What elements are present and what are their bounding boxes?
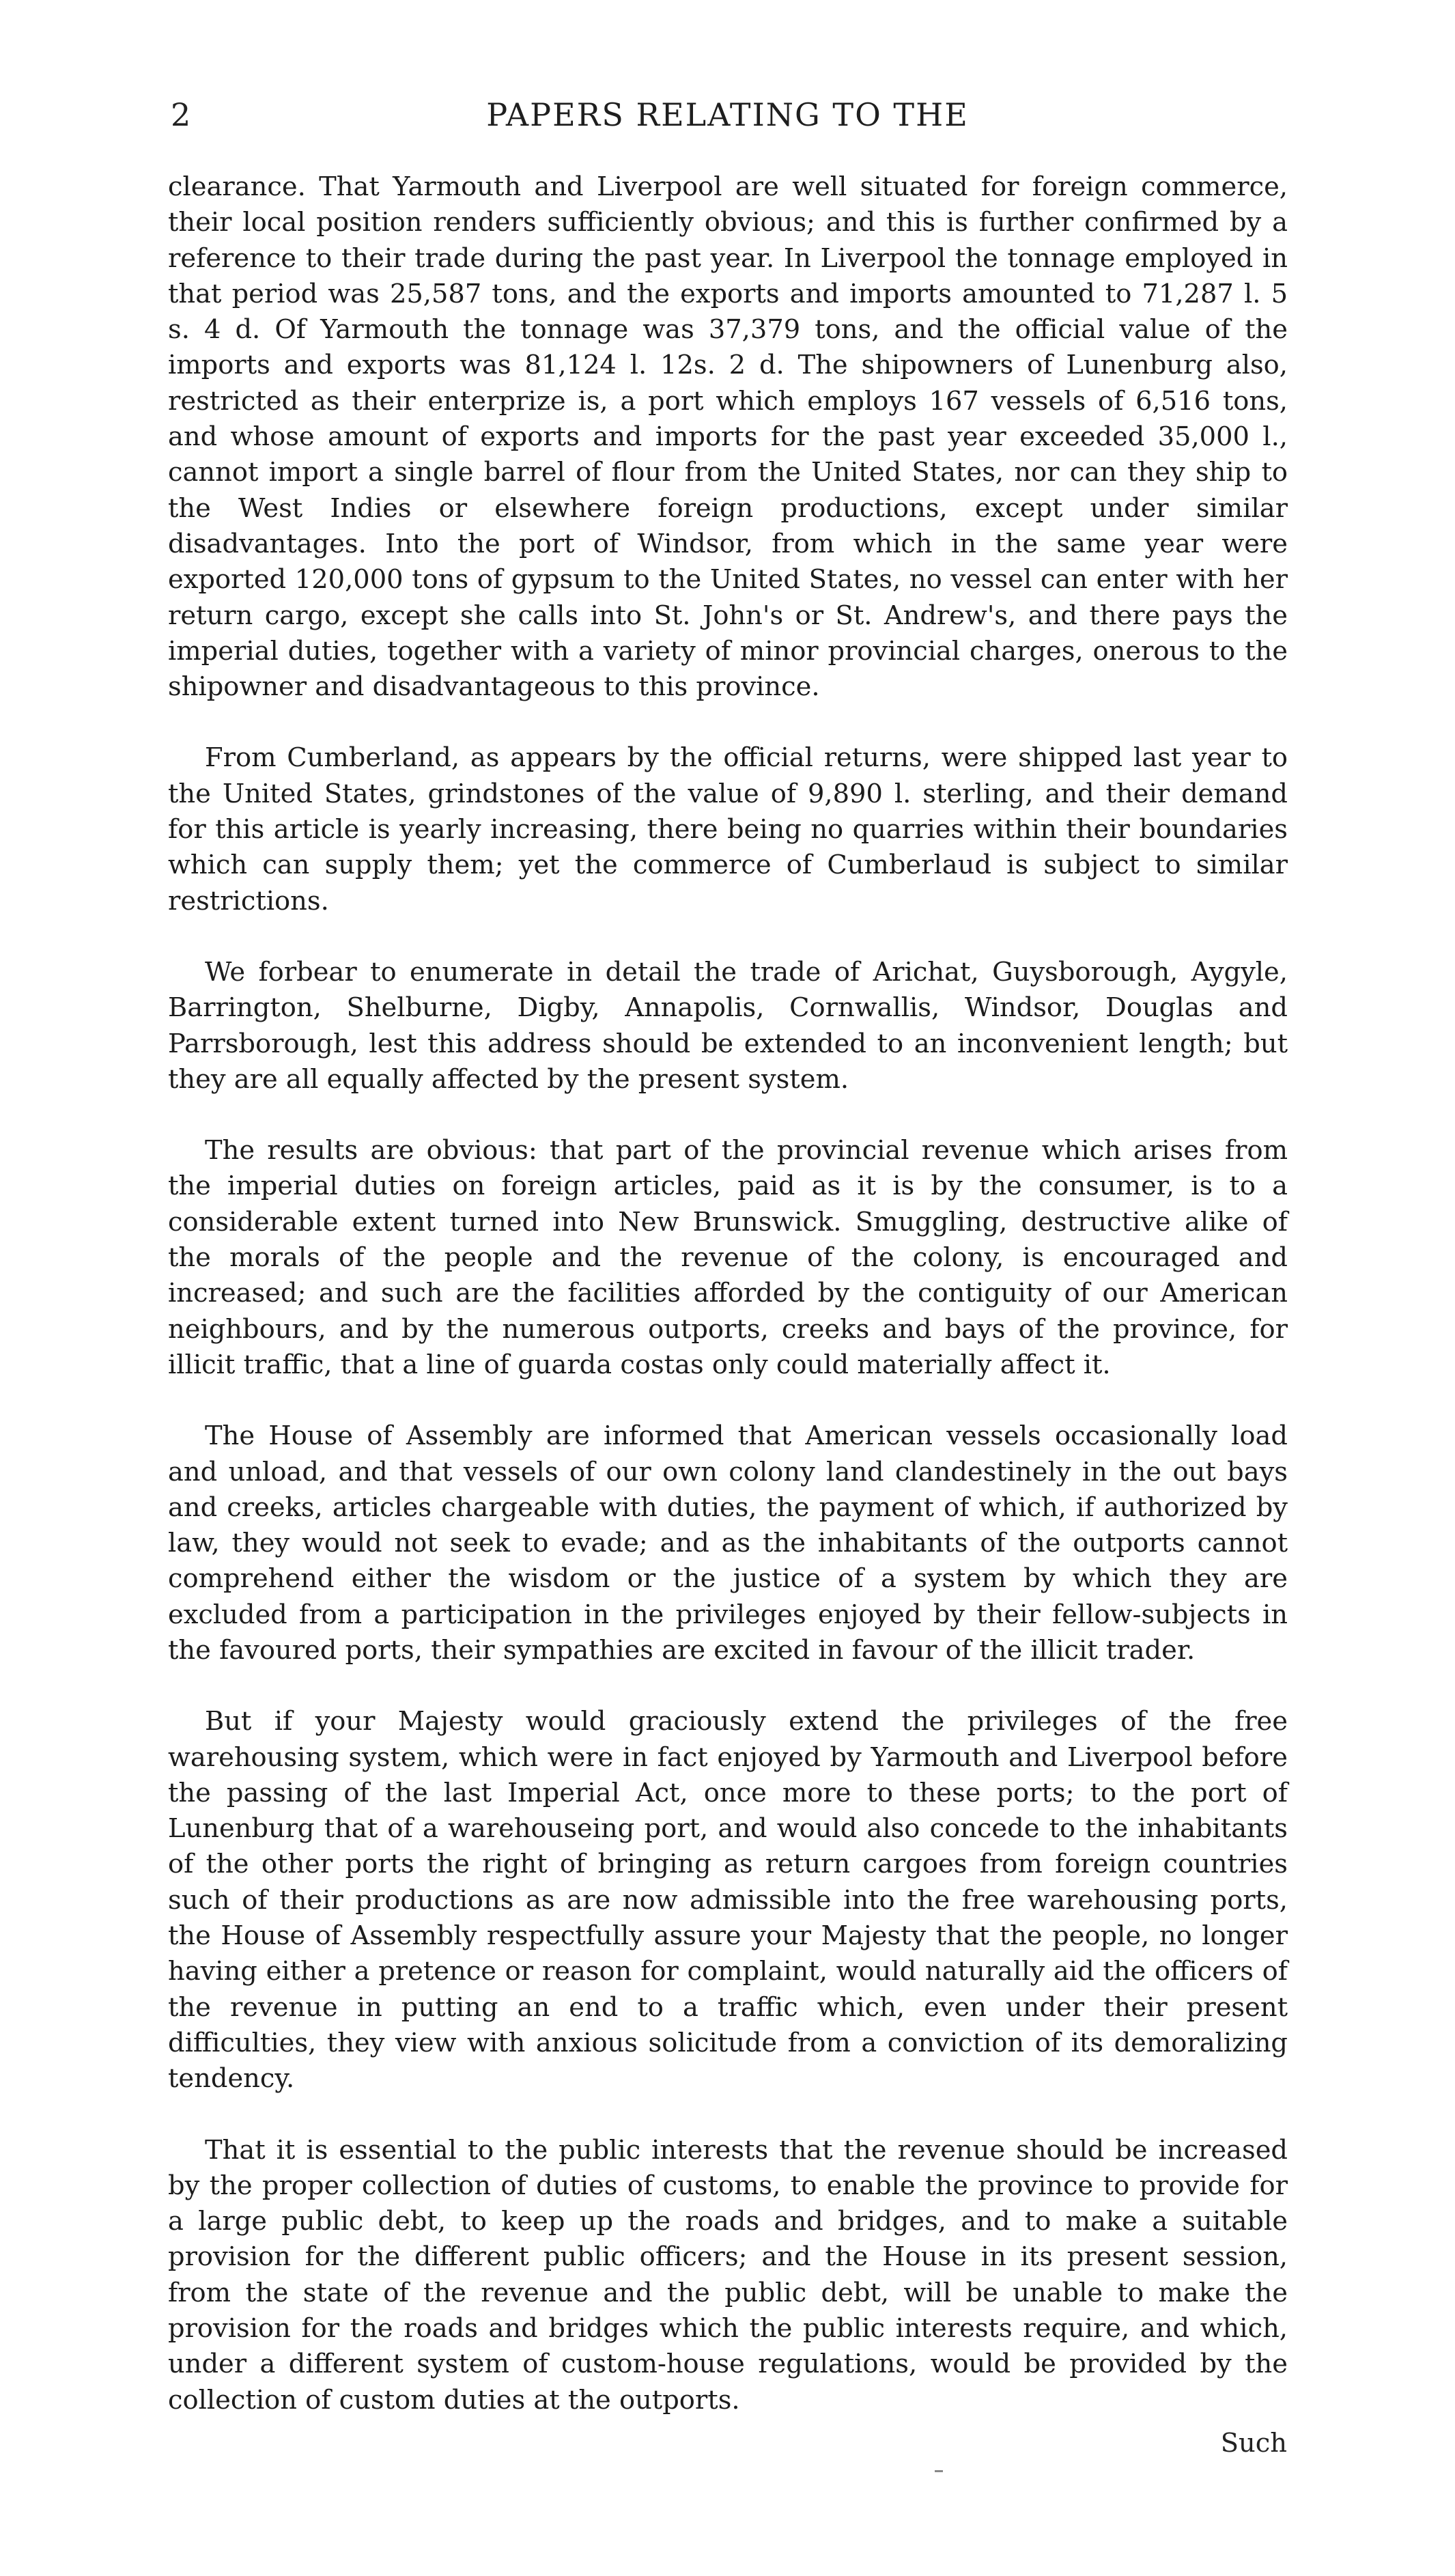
catchword: Such [1220, 2428, 1287, 2459]
paragraph-warehousing: But if your Majesty would graciously extend the privileges of the free warehousing system, which were in fact enjoyed by Yarmouth and Liverpool before the passing of the last Imperial Act, once more to these ports; to the port of Lunenburg that of a warehouseing port, and would also concede to the inhabitants of the other ports the right of bringing as return cargoes from foreign countries such of their productions as are now admissible into the free warehousing ports, the House of Assembly respectfully assure your Majesty that the people, no longer having either a pretence or reason for complaint, would naturally aid the officers of the revenue in putting an end to a traffic which, even under their present difficulties, they view with anxious solicitude from a conviction of its demoralizing tendency. [168, 1706, 1288, 2095]
body-text [168, 169, 1288, 2454]
paragraph-american-vessels: The House of Assembly are informed that American vessels occasionally load and unload, and that vessels of our own colony land clandestinely in the out bays and creeks, articles chargeable with duties, the payment of which, if authorized by law, they would not seek to evade; and as the inhabitants of the outports cannot comprehend either the wisdom or the justice of a system by which they are excluded from a participation in the privileges enjoyed by their fellow-subjects in the favoured ports, their sympathies are excited in favour of the illicit trader. [168, 1420, 1288, 1666]
paragraph-revenue: That it is essential to the public interests that the revenue should be increased by the proper collection of duties of customs, to enable the province to provide for a large public debt, to keep up the roads and bridges, and to make a suitable provision for the different public officers; and the House in its present session, from the state of the revenue and the public debt, will be unable to make the provision for the roads and bridges which the public interests require, and which, under a different system of custom-house regulations, would be provided by the collection of custom duties at the outports. [168, 2134, 1288, 2416]
ink-speck [935, 2470, 943, 2472]
page-number: 2 [171, 96, 191, 133]
paragraph-cumberland: From Cumberland, as appears by the official returns, were shipped last year to the United States, grindstones of the value of 9,890 l. sterling, and their demand for this article is yearly increasing, there being no quarries within their boundaries which can supply them; yet the commerce of Cumberlaud is subject to similar restrictions. [168, 742, 1288, 916]
running-head: PAPERS RELATING TO THE [486, 96, 969, 133]
paragraph-results: The results are obvious: that part of the provincial revenue which arises from the imperial duties on foreign articles, paid as it is by the consumer, is to a considerable extent turned into New Brunswick. Smuggling, destructive alike of the morals of the people and the revenue of the colony, is encouraged and increased; and such are the facilities afforded by the contiguity of our American neighbours, and by the numerous outports, creeks and bays of the province, for illicit traffic, that a line of guarda costas only could materially affect it. [168, 1135, 1288, 1380]
paragraph-continuation: clearance. That Yarmouth and Liverpool are well situated for foreign commerce, their local position renders sufficiently obvious; and this is further confirmed by a reference to their trade during the past year. In Liverpool the tonnage employed in that period was 25,587 tons, and the exports and imports amounted to 71,287 l. 5 s. 4 d. Of Yarmouth the tonnage was 37,379 tons, and the official value of the imports and exports was 81,124 l. 12s. 2 d. The shipowners of Lunenburg also, restricted as their enterprize is, a port which employs 167 vessels of 6,516 tons, and whose amount of exports and imports for the past year exceeded 35,000 l., cannot import a single barrel of flour from the United States, nor can they ship to the West Indies or elsewhere foreign productions, except under similar disadvantages. Into the port of Windsor, from which in the same year were exported 120,000 tons of gypsum to the United States, no vessel can enter with her return cargo, except she calls into St. John's or St. Andrew's, and there pays the imperial duties, together with a variety of minor provincial charges, onerous to the shipowner and disadvantageous to this province. [168, 171, 1288, 703]
paragraph-other-ports: We forbear to enumerate in detail the trade of Arichat, Guysborough, Aygyle, Barrington, Shelburne, Digby, Annapolis, Cornwallis, Windsor, Douglas and Parrsborough, lest this address should be extended to an inconvenient length; but they are all equally affected by the present system. [168, 956, 1288, 1095]
